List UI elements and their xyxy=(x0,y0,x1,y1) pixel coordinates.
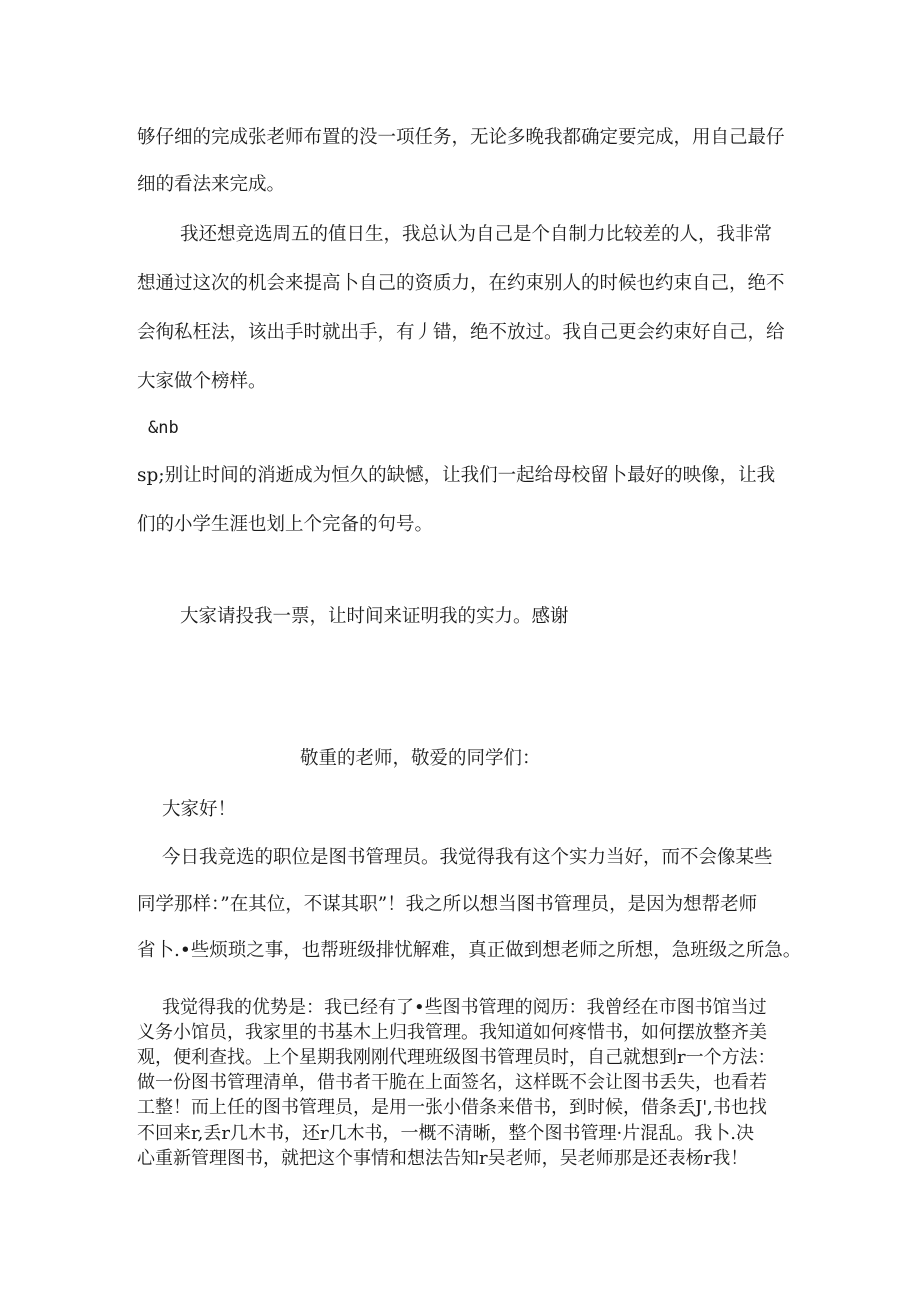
text-line: sp;别让时间的消逝成为恒久的缺憾，让我们一起给母校留卜最好的映像，让我 xyxy=(137,465,776,486)
text-line: 工整！而上任的图书管理员，是用一张小借条来借书，到时候，借条丢J',书也找 xyxy=(137,1097,767,1118)
text-line: 够仔细的完成张老师布置的没一项任务，无论多晚我都确定要完成，用自己最仔 xyxy=(137,127,785,148)
text-line: 做一份图书管理清单，借书者干脆在上面签名，这样既不会让图书丢失，也看若 xyxy=(137,1072,767,1093)
text-line: 我觉得我的优势是：我已经有了•些图书管理的阅历：我曾经在市图书馆当过 xyxy=(162,997,767,1018)
text-line: 今日我竞选的职位是图书管理员。我觉得我有这个实力当好，而不会像某些 xyxy=(162,847,773,868)
text-line: &nb xyxy=(148,418,179,438)
text-line: 不回来r,丢r几木书，还r几木书，一概不清晰，整个图书管理·片混乱。我卜.决 xyxy=(137,1123,754,1144)
text-line: 义务小馆员，我家里的书基木上归我管理。我知道如何疼惜书，如何摆放整齐美 xyxy=(137,1022,767,1043)
closing-line: 大家请投我一票，让时间来证明我的实力。感谢 xyxy=(180,606,569,627)
text-line: 我还想竞选周五的值日生，我总认为自己是个自制力比较差的人，我非常 xyxy=(180,224,773,245)
salutation: 敬重的老师，敬爱的同学们： xyxy=(300,748,541,769)
text-line: 会徇私枉法，该出手时就出手，有丿错，绝不放过。我自己更会约束好自己，给 xyxy=(137,322,785,343)
text-line: 同学那样：”在其位，不谋其职”！我之所以想当图书管理员，是因为想帮老师 xyxy=(137,894,758,915)
text-line: 大家做个榜样。 xyxy=(137,371,267,392)
text-line: 心重新管理图书，就把这个事情和想法告知r吴老师，吴老师那是还表杨r我！ xyxy=(137,1148,749,1169)
text-line: 省卜.•些烦琐之事，也帮班级排忧解难，真正做到想老师之所想，急班级之所急。 xyxy=(137,940,802,961)
greeting: 大家好！ xyxy=(162,799,237,820)
text-line: 想通过这次的机会来提高卜自己的资质力，在约束别人的时候也约束自己，绝不 xyxy=(137,273,785,294)
text-line: 观，便利查找。上个星期我刚刚代理班级图书管理员时，自己就想到r一个方法： xyxy=(137,1047,776,1068)
text-line: 细的看法来完成。 xyxy=(137,174,286,195)
text-line: 们的小学生涯也划上个完备的句号。 xyxy=(137,514,434,535)
